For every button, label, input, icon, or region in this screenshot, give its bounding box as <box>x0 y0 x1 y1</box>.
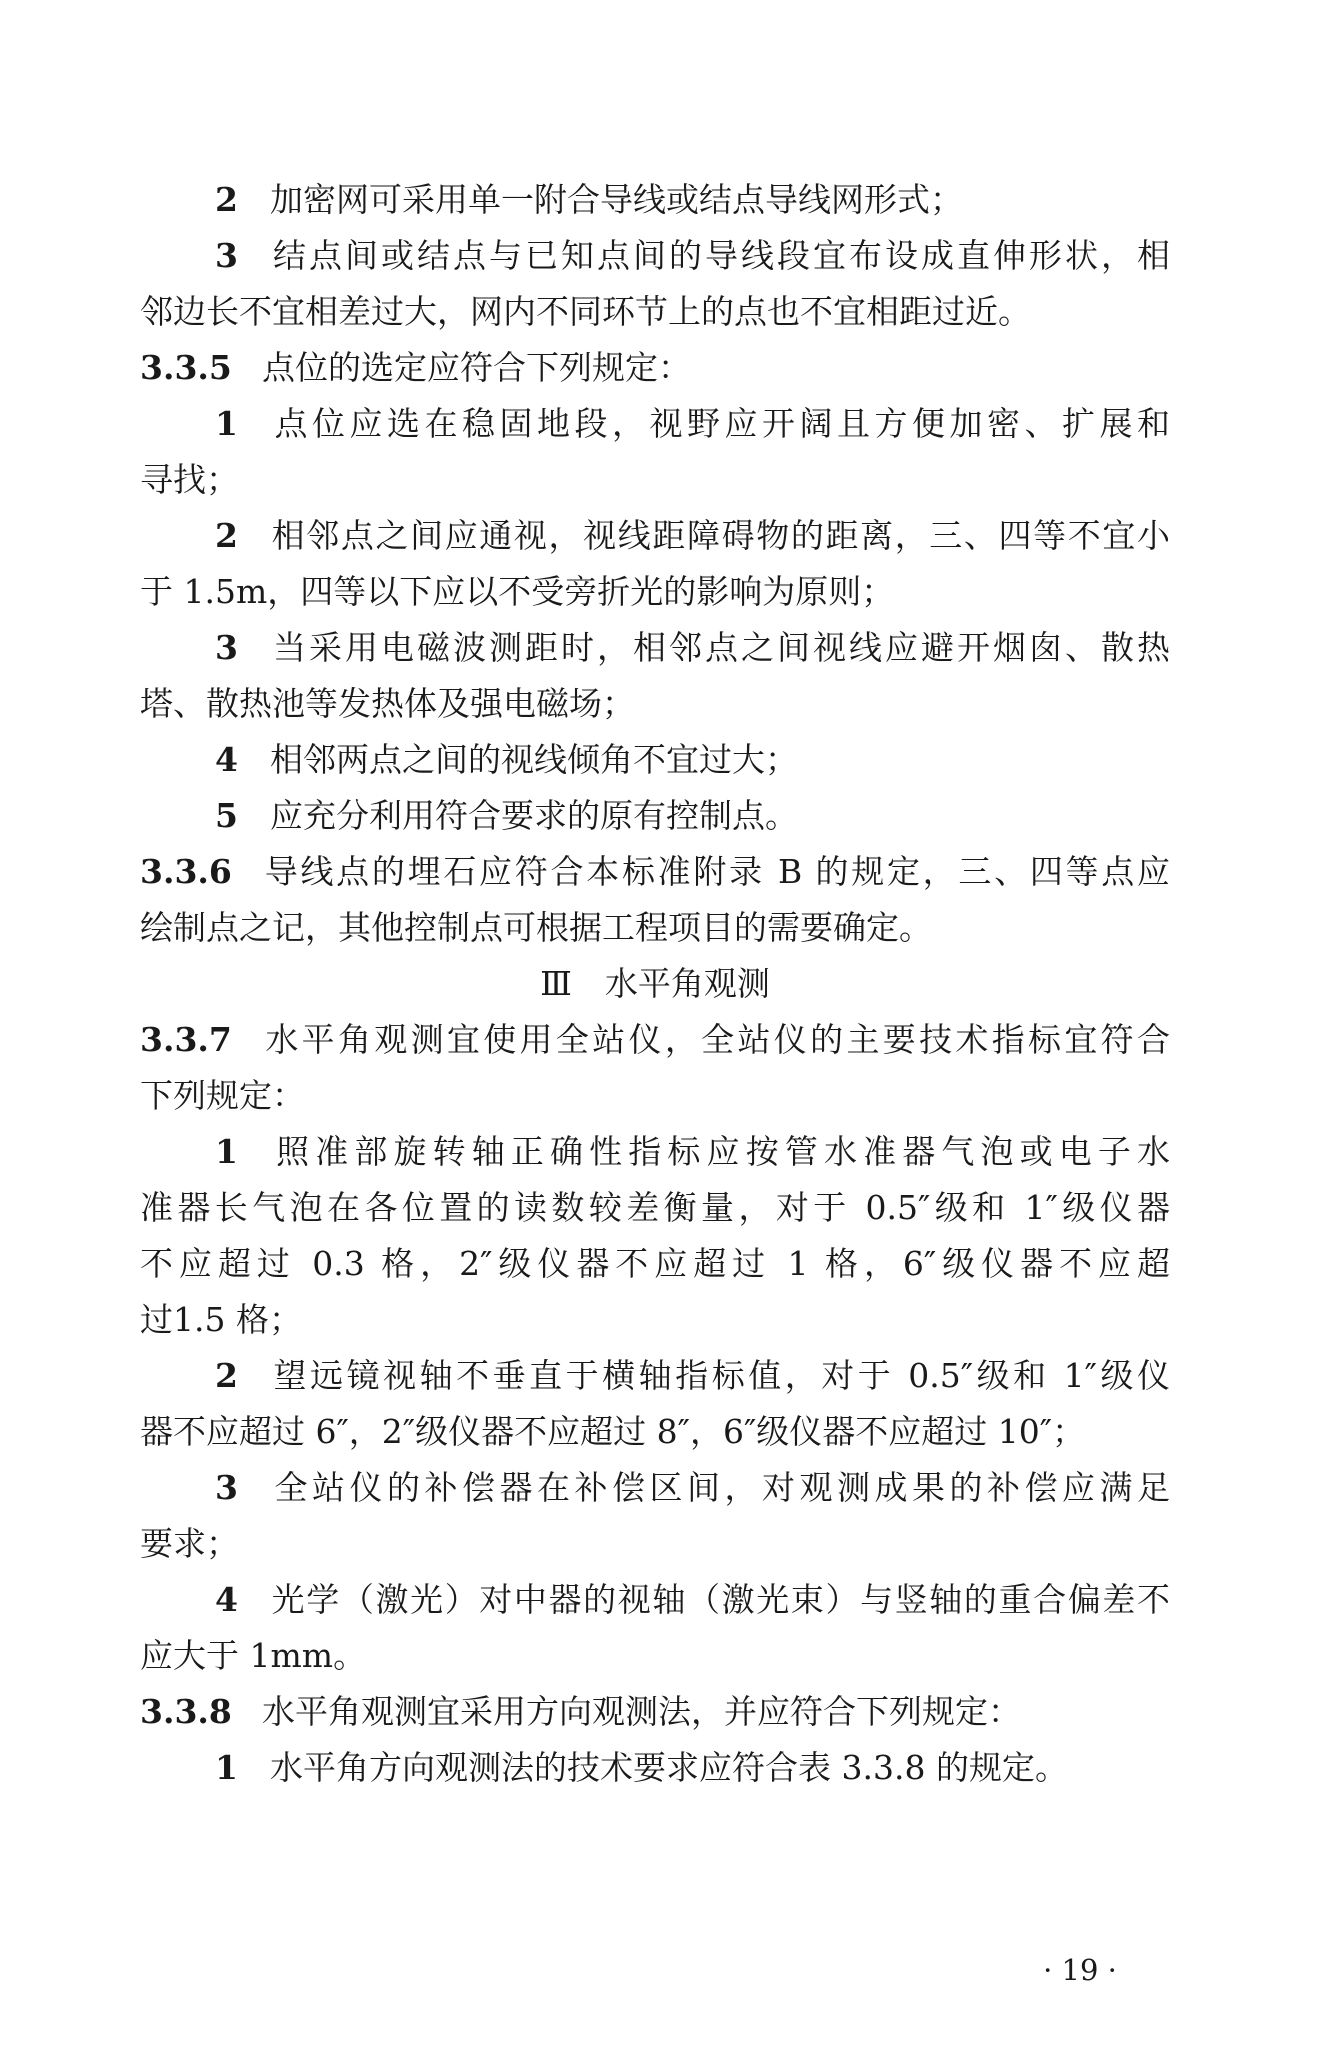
item-text: 当采用电磁波测距时，相邻点之间视线应避开烟囱、散热 <box>270 628 1170 667</box>
continuation-line: 应大于 1mm。 <box>140 1636 367 1675</box>
continuation-line: 塔、散热池等发热体及强电磁场； <box>140 684 635 723</box>
continuation-line: 绘制点之记，其他控制点可根据工程项目的需要确定。 <box>140 908 932 947</box>
item-text: 点位应选在稳固地段，视野应开阔且方便加密、扩展和 <box>270 404 1170 443</box>
section-number: 3.3.6 <box>140 852 232 891</box>
page-number: · 19 · <box>1043 1953 1117 1987</box>
item-text: 相邻两点之间的视线倾角不宜过大； <box>270 740 798 779</box>
list-item <box>215 234 1170 278</box>
item-number: 1 <box>215 404 238 443</box>
list-item <box>215 1130 1170 1174</box>
item-number: 1 <box>215 1132 238 1171</box>
item-text: 水平角方向观测法的技术要求应符合表 3.3.8 的规定。 <box>270 1748 1068 1787</box>
item-number: 2 <box>215 180 238 219</box>
continuation-line: 过1.5 格； <box>140 1300 302 1339</box>
item-number: 5 <box>215 796 238 835</box>
item-text: 望远镜视轴不垂直于横轴指标值，对于 0.5″级和 1″级仪 <box>270 1356 1170 1395</box>
list-item <box>215 794 1170 838</box>
section-3-3-5 <box>140 346 1170 390</box>
list-item <box>215 1746 1170 1790</box>
section-text: 点位的选定应符合下列规定： <box>262 348 691 387</box>
item-text: 应充分利用符合要求的原有控制点。 <box>270 796 798 835</box>
section-3-3-7 <box>140 1018 1170 1062</box>
list-item <box>215 178 1170 222</box>
continuation-line: 不应超过 0.3 格，2″级仪器不应超过 1 格，6″级仪器不应超 <box>140 1244 1170 1283</box>
continuation-line: 下列规定： <box>140 1076 305 1115</box>
section-number: 3.3.8 <box>140 1692 232 1731</box>
section-number: 3.3.5 <box>140 348 232 387</box>
section-number: 3.3.7 <box>140 1020 232 1059</box>
list-item <box>215 626 1170 670</box>
continuation-line: 邻边长不宜相差过大，网内不同环节上的点也不宜相距过近。 <box>140 292 1031 331</box>
item-number: 3 <box>215 628 238 667</box>
list-item <box>215 1466 1170 1510</box>
list-item <box>215 1354 1170 1398</box>
item-number: 4 <box>215 1580 238 1619</box>
list-item <box>215 738 1170 782</box>
continuation-line: 寻找； <box>140 460 239 499</box>
item-number: 2 <box>215 516 238 555</box>
item-number: 2 <box>215 1356 238 1395</box>
continuation-line: 器不应超过 6″，2″级仪器不应超过 8″，6″级仪器不应超过 10″； <box>140 1412 1086 1451</box>
continuation-line: 要求； <box>140 1524 239 1563</box>
item-number: 1 <box>215 1748 238 1787</box>
item-number: 4 <box>215 740 238 779</box>
section-3-3-6 <box>140 850 1170 894</box>
item-text: 结点间或结点与已知点间的导线段宜布设成直伸形状，相 <box>270 236 1170 275</box>
list-item <box>215 1578 1170 1622</box>
item-text: 全站仪的补偿器在补偿区间，对观测成果的补偿应满足 <box>270 1468 1170 1507</box>
continuation-line: 于 1.5m，四等以下应以不受旁折光的影响为原则； <box>140 572 895 611</box>
section-text: 水平角观测宜使用全站仪，全站仪的主要技术指标宜符合 <box>262 1020 1170 1059</box>
section-text: 导线点的埋石应符合本标准附录 B 的规定，三、四等点应 <box>262 852 1170 891</box>
continuation-line: 准器长气泡在各位置的读数较差衡量，对于 0.5″级和 1″级仪器 <box>140 1188 1170 1227</box>
section-text: 水平角观测宜采用方向观测法，并应符合下列规定： <box>262 1692 1021 1731</box>
section-3-3-8 <box>140 1690 1170 1734</box>
item-text: 加密网可采用单一附合导线或结点导线网形式； <box>270 180 963 219</box>
list-item <box>215 514 1170 558</box>
item-number: 3 <box>215 236 238 275</box>
item-text: 照准部旋转轴正确性指标应按管水准器气泡或电子水 <box>270 1132 1170 1171</box>
list-item <box>215 402 1170 446</box>
item-text: 相邻点之间应通视，视线距障碍物的距离，三、四等不宜小 <box>270 516 1170 555</box>
item-number: 3 <box>215 1468 238 1507</box>
item-text: 光学（激光）对中器的视轴（激光束）与竖轴的重合偏差不 <box>270 1580 1170 1619</box>
subheading: Ⅲ 水平角观测 <box>540 964 770 1003</box>
